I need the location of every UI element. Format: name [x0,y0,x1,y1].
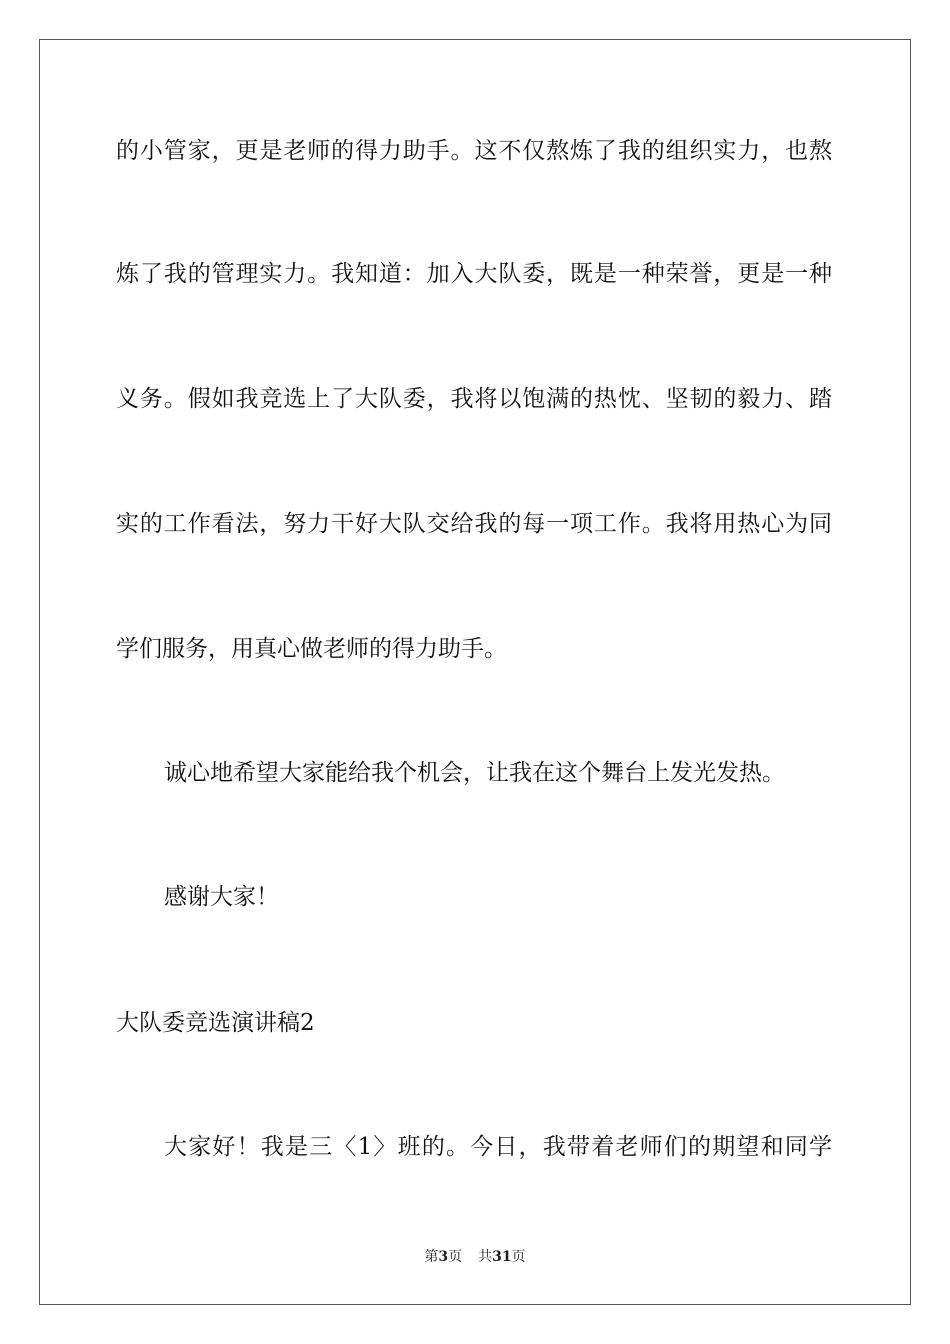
footer-total-pages: 31 [492,1249,512,1265]
paragraph-hope: 诚心地希望大家能给我个机会，让我在这个舞台上发光发热。 [164,760,785,786]
body-line-3: 义务。假如我竞选上了大队委，我将以饱满的热忱、坚韧的毅力、踏 [116,386,832,412]
page-footer [0,1247,950,1267]
paragraph-greeting: 大家好！我是三〈1〉班的。今日，我带着老师们的期望和同学 [164,1134,832,1160]
footer-page-prefix: 第 [424,1249,439,1265]
body-line-5: 学们服务，用真心做老师的得力助手。 [116,636,507,662]
footer-total-prefix: 共 [478,1249,493,1265]
body-line-2: 炼了我的管理实力。我知道：加入大队委，既是一种荣誉，更是一种 [116,261,832,287]
body-line-4: 实的工作看法，努力干好大队交给我的每一项工作。我将用热心为同 [116,511,832,537]
footer-total-suffix: 页 [511,1249,526,1265]
page-frame [39,39,911,1305]
footer-page-number: 3 [438,1249,449,1265]
footer-page-suffix: 页 [448,1249,463,1265]
section-title: 大队委竞选演讲稿2 [116,1010,315,1036]
paragraph-thanks: 感谢大家！ [164,884,279,910]
body-line-1: 的小管家，更是老师的得力助手。这不仅熬炼了我的组织实力，也熬 [116,138,832,164]
